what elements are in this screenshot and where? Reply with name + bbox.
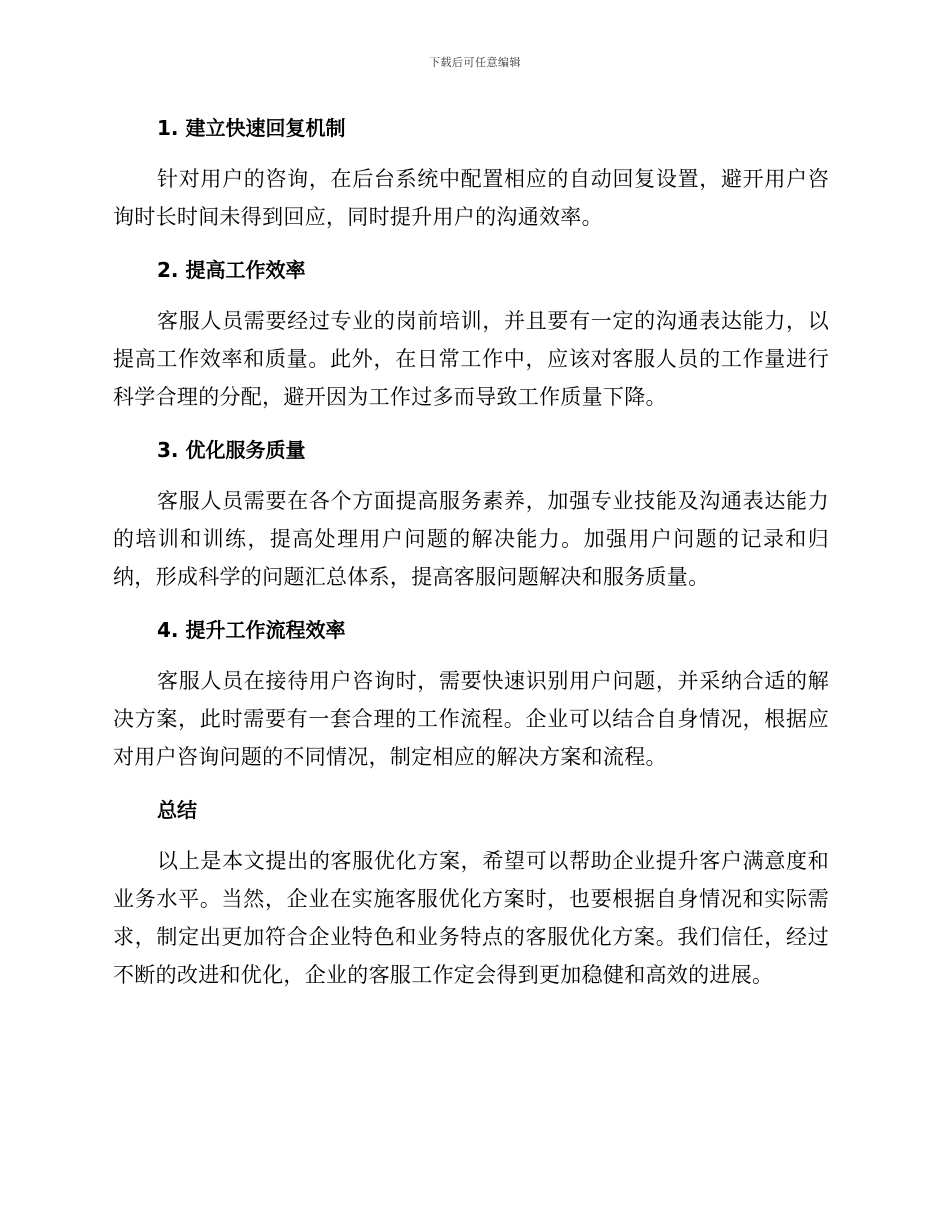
section-4 xyxy=(113,610,829,776)
section-paragraph: 客服人员需要在各个方面提高服务素养，加强专业技能及沟通表达能力的培训和训练，提高处理用户问题的解决能力。加强用户问题的记录和归纳，形成科学的问题汇总体系，提高客服问题解决和服务质量。 xyxy=(113,489,829,589)
section-summary xyxy=(113,790,829,994)
section-paragraph: 客服人员在接待用户咨询时，需要快速识别用户问题，并采纳合适的解决方案，此时需要有一套合理的工作流程。企业可以结合自身情况，根据应对用户咨询问题的不同情况，制定相应的解决方案和流程。 xyxy=(113,669,829,769)
section-heading: 2. 提高工作效率 xyxy=(157,258,306,282)
header-note: 下载后可任意编辑 xyxy=(429,56,521,69)
section-1 xyxy=(113,108,829,236)
section-3 xyxy=(113,430,829,596)
section-paragraph: 针对用户的咨询，在后台系统中配置相应的自动回复设置，避开用户咨询时长时间未得到回应，同时提升用户的沟通效率。 xyxy=(113,167,829,229)
section-2 xyxy=(113,250,829,416)
section-heading: 1. 建立快速回复机制 xyxy=(157,116,346,140)
section-heading: 总结 xyxy=(157,798,197,822)
section-paragraph: 客服人员需要经过专业的岗前培训，并且要有一定的沟通表达能力，以提高工作效率和质量。此外，在日常工作中，应该对客服人员的工作量进行科学合理的分配，避开因为工作过多而导致工作质量下降。 xyxy=(113,309,829,409)
section-paragraph: 以上是本文提出的客服优化方案，希望可以帮助企业提升客户满意度和业务水平。当然，企业在实施客服优化方案时，也要根据自身情况和实际需求，制定出更加符合企业特色和业务特点的客服优化方案。我们信任，经过不断的改进和优化，企业的客服工作定会得到更加稳健和高效的进展。 xyxy=(113,849,829,987)
document-content xyxy=(113,108,829,1008)
section-heading: 3. 优化服务质量 xyxy=(157,438,306,462)
section-heading: 4. 提升工作流程效率 xyxy=(157,618,346,642)
